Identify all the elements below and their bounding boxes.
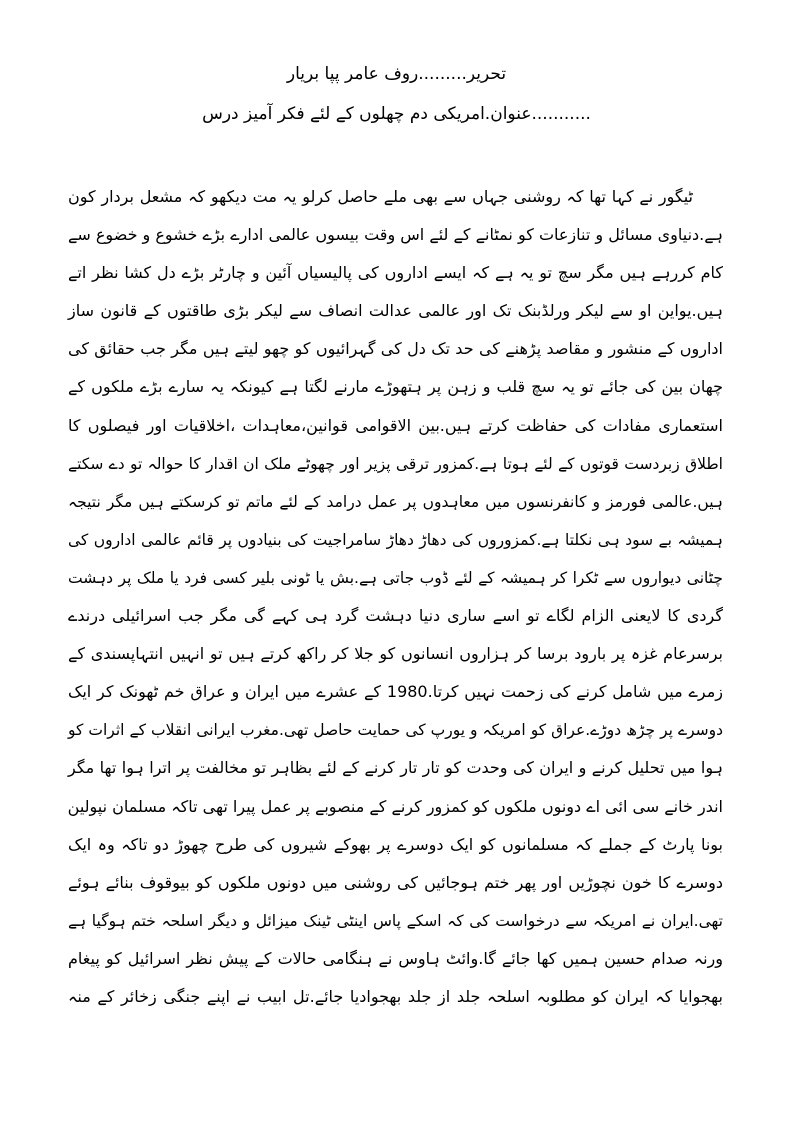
article-title: ...........عنوان.امریکی دم چھلوں کے لئے فکر آمیز درس xyxy=(202,104,591,124)
body-line: ہیں.یواین او سے لیکر ورلڈبنک تک اور عالمی عدالت انصاف سے لیکر بڑی طاقتوں کے قانون ساز xyxy=(68,301,723,321)
body-line: بھجوایا کہ ایران کو مطلوبہ اسلحہ جلد از جلد بھجوادیا جائے.تل ابیب نے اپنے جنگی زخائر کے منہ xyxy=(68,986,723,1006)
body-line: ہیں.عالمی فورمز و کانفرنسوں میں معاہدوں پر عمل درامد کے لئے ماتم تو کرسکتے ہیں مگر نتیجہ xyxy=(68,492,723,511)
body-line: اداروں کے منشور و مقاصد پڑھنے کی حد تک دل کی گہرائیوں کو چھو لیتے ہیں مگر جب حقائق کی xyxy=(68,339,723,359)
body-line: اطلاق زبردست قوتوں کے لئے ہوتا ہے.کمزور ترقی پزیر اور چھوٹے ملک ان اقدار کا حوالہ تو دے سکتے xyxy=(68,454,723,473)
article-body xyxy=(68,178,723,1016)
body-line: چھان بین کی جائے تو یہ سچ قلب و زہن پر ہتھوڑے مارنے لگتا ہے کیونکہ یہ سارے بڑے ملکوں کے xyxy=(68,377,723,397)
body-line: گردی کا لایعنی الزام لگاے تو اسے ساری دنیا دہشت گرد ہی کہے گی مگر جب اسرائیلی درندے xyxy=(68,606,723,626)
body-line: برسرعام غزہ پر بارود برسا کر ہزاروں انسانوں کو جلا کر راکھ کرتے ہیں تو انہیں انتہاپسندی کے xyxy=(68,644,723,664)
body-line: کام کررہے ہیں مگر سچ تو یہ ہے کہ ایسے اداروں کی پالیسیاں آئین و چارٹر بڑے دل کشا نظر اتے xyxy=(68,263,723,283)
body-line: بونا پارٹ کے جملے کہ مسلمانوں کو ایک دوسرے پر بھوکے شیروں کی طرح چھوڑ دو تاکہ وہ ایک xyxy=(68,834,723,854)
body-line: ہے.دنیاوی مسائل و تنازعات کو نمٹانے کے لئے اس وقت بیسوں عالمی ادارے بڑے خشوع و خضوع سے xyxy=(68,225,723,245)
body-line: استعماری مفادات کی حفاظت کرتے ہیں.بین الاقوامی قوانین،معاہدات ،اخلاقیات اور فیصلوں کا xyxy=(68,415,723,435)
body-line: تھی.ایران نے امریکہ سے درخواست کی کہ اسکے پاس اینٹی ٹینک میزائل و دیگر اسلحہ ختم ہوگیا ہے xyxy=(68,911,723,930)
body-line: ہمیشہ بے سود ہی نکلتا ہے.کمزوروں کی دھاڑ دھاڑ سامراجیت کی بنیادوں پر قائم عالمی اداروں کی xyxy=(68,530,723,549)
body-line: ٹیگور نے کہا تھا کہ روشنی جہاں سے بھی ملے حاصل کرلو یہ مت دیکھو کہ مشعل بردار کون xyxy=(68,187,693,206)
body-line: ہوا میں تحلیل کرنے و ایران کی وحدت کو تار تار کرنے کے لئے بظاہر تو مخالفت پر اترا ہوا تھا مگر xyxy=(68,758,723,778)
body-line: دوسرے پر چڑھ دوڑے.عراق کو امریکہ و یورپ کی حمایت حاصل تھی.مغرب ایرانی انقلاب کے اثرات کو xyxy=(68,721,723,740)
body-line: دوسرے کا خون نچوڑیں اور پھر ختم ہوجائیں کی روشنی میں دونوں ملکوں کو بیوقوف بنائے ہوئے xyxy=(68,872,723,892)
body-line: اندر خانے سی ائی اے دونوں ملکوں کو کمزور کرنے کے منصوبے پر عمل پیرا تھی تاکہ مسلمان نپولین xyxy=(67,796,723,816)
body-line: زمرے میں شامل کرنے کی زحمت نہیں کرتا.1980 کے عشرے میں ایران و عراق خم ٹھونک کر ایک xyxy=(68,682,723,702)
body-line: چٹانی دیواروں سے ٹکرا کر ہمیشہ کے لئے ڈوب جاتی ہے.بش یا ٹونی بلیر کسی فرد یا ملک پر دہشت xyxy=(68,568,723,587)
author-line: تحریر.........روف عامر پپا بریار xyxy=(286,64,507,84)
body-line: ورنہ صدام حسین ہمیں کھا جائے گا.وائٹ ہاوس نے ہنگامی حالات کے پیش نظر اسرائیل کو پیغام xyxy=(68,948,723,968)
